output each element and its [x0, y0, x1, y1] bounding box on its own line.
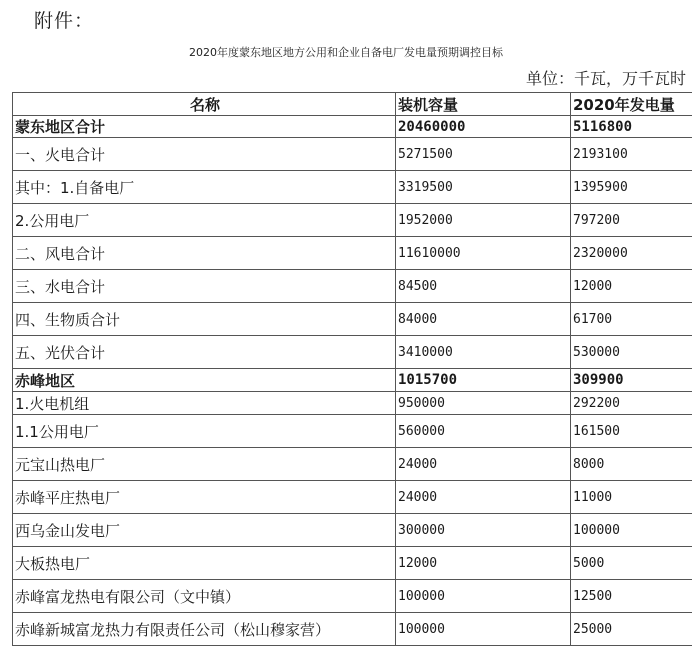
row-generation-cell: 2193100	[571, 138, 692, 171]
row-capacity-cell: 300000	[396, 514, 571, 547]
row-capacity-cell: 84500	[396, 270, 571, 303]
table-row	[13, 204, 692, 237]
row-capacity-cell: 1015700	[396, 369, 571, 392]
header-generation: 2020年发电量	[571, 93, 692, 116]
table-row	[13, 514, 692, 547]
table-row	[13, 336, 692, 369]
table-row	[13, 303, 692, 336]
row-capacity-cell: 950000	[396, 392, 571, 415]
row-name-cell: 2.公用电厂	[13, 204, 396, 237]
generation-target-table	[12, 92, 692, 646]
row-capacity-cell: 84000	[396, 303, 571, 336]
row-capacity-cell: 100000	[396, 580, 571, 613]
row-capacity-cell: 11610000	[396, 237, 571, 270]
document-title: 2020年度蒙东地区地方公用和企业自备电厂发电量预期调控目标	[0, 44, 692, 60]
row-name-cell: 三、水电合计	[13, 270, 396, 303]
row-capacity-cell: 24000	[396, 448, 571, 481]
row-capacity-cell: 24000	[396, 481, 571, 514]
table-row	[13, 392, 692, 415]
table-row	[13, 448, 692, 481]
row-name-cell: 大板热电厂	[13, 547, 396, 580]
row-generation-cell: 797200	[571, 204, 692, 237]
row-name-cell: 1.火电机组	[13, 392, 396, 415]
row-name-cell: 一、火电合计	[13, 138, 396, 171]
table-row	[13, 481, 692, 514]
row-generation-cell: 530000	[571, 336, 692, 369]
row-name-cell: 赤峰富龙热电有限公司（文中镇）	[13, 580, 396, 613]
table-row	[13, 116, 692, 138]
row-generation-cell: 11000	[571, 481, 692, 514]
row-generation-cell: 25000	[571, 613, 692, 646]
attachment-label: 附件：	[34, 6, 94, 33]
row-capacity-cell: 100000	[396, 613, 571, 646]
row-generation-cell: 100000	[571, 514, 692, 547]
table-row	[13, 613, 692, 646]
row-generation-cell: 309900	[571, 369, 692, 392]
table-row	[13, 171, 692, 204]
row-name-cell: 四、生物质合计	[13, 303, 396, 336]
row-capacity-cell: 12000	[396, 547, 571, 580]
row-generation-cell: 1395900	[571, 171, 692, 204]
table-row	[13, 580, 692, 613]
table-header-row	[13, 93, 692, 116]
table-row	[13, 138, 692, 171]
row-capacity-cell: 1952000	[396, 204, 571, 237]
row-generation-cell: 292200	[571, 392, 692, 415]
row-capacity-cell: 3319500	[396, 171, 571, 204]
row-generation-cell: 5116800	[571, 116, 692, 138]
row-name-cell: 赤峰地区	[13, 369, 396, 392]
table-row	[13, 547, 692, 580]
row-capacity-cell: 20460000	[396, 116, 571, 138]
unit-label: 单位：千瓦，万千瓦时	[526, 66, 686, 89]
row-capacity-cell: 560000	[396, 415, 571, 448]
row-generation-cell: 5000	[571, 547, 692, 580]
row-name-cell: 赤峰新城富龙热力有限责任公司（松山穆家营）	[13, 613, 396, 646]
row-name-cell: 二、风电合计	[13, 237, 396, 270]
table-row	[13, 369, 692, 392]
table-row	[13, 270, 692, 303]
row-name-cell: 西乌金山发电厂	[13, 514, 396, 547]
row-name-cell: 蒙东地区合计	[13, 116, 396, 138]
row-generation-cell: 8000	[571, 448, 692, 481]
row-generation-cell: 12500	[571, 580, 692, 613]
row-capacity-cell: 3410000	[396, 336, 571, 369]
row-generation-cell: 2320000	[571, 237, 692, 270]
row-name-cell: 1.1公用电厂	[13, 415, 396, 448]
table-row	[13, 237, 692, 270]
row-name-cell: 五、光伏合计	[13, 336, 396, 369]
header-name: 名称	[13, 93, 396, 116]
row-generation-cell: 12000	[571, 270, 692, 303]
row-capacity-cell: 5271500	[396, 138, 571, 171]
table-row	[13, 415, 692, 448]
row-name-cell: 元宝山热电厂	[13, 448, 396, 481]
row-generation-cell: 61700	[571, 303, 692, 336]
table-body	[13, 116, 692, 646]
row-name-cell: 赤峰平庄热电厂	[13, 481, 396, 514]
row-generation-cell: 161500	[571, 415, 692, 448]
header-capacity: 装机容量	[396, 93, 571, 116]
row-name-cell: 其中：1.自备电厂	[13, 171, 396, 204]
